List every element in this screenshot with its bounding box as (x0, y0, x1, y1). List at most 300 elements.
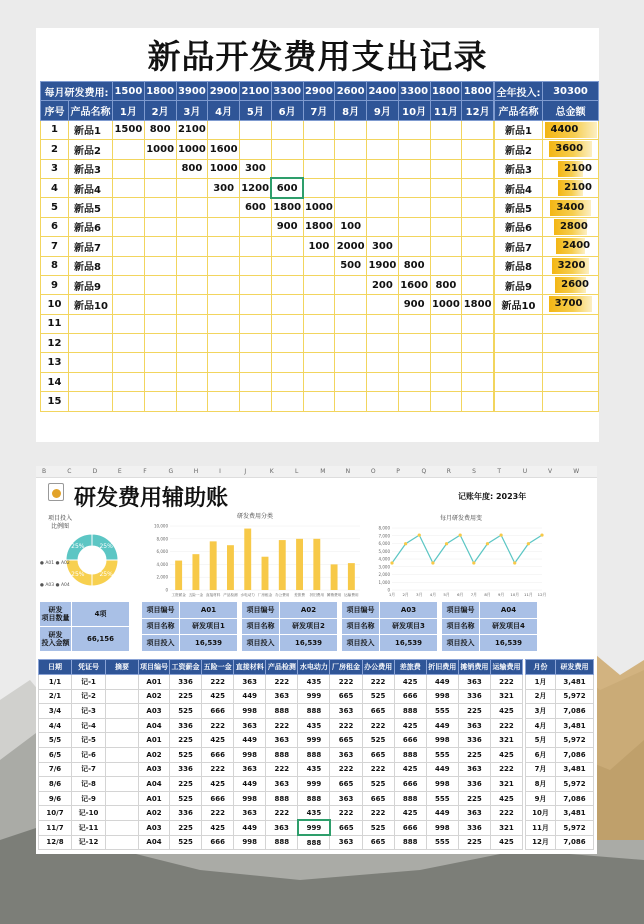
ledger-cell: 363 (266, 820, 298, 835)
monthly-summary-table (525, 659, 594, 850)
row-product (69, 334, 113, 353)
total-row (495, 256, 599, 275)
line-ytick: 5,000 (378, 548, 390, 554)
monthly-cost-6: 3300 (271, 82, 303, 101)
cost-cell (240, 256, 272, 275)
ledger-cell: A01 (139, 733, 170, 748)
month-header-11: 11月 (430, 101, 462, 120)
cost-cell (176, 178, 208, 197)
project-field-label: 项目投入 (242, 635, 280, 652)
ledger-cell (106, 704, 139, 719)
ledger-cell (106, 820, 139, 835)
cost-cell (144, 353, 176, 372)
ledger-cell: 2/1 (39, 689, 72, 704)
ledger-cell: 525 (362, 777, 394, 792)
month-summary-row (526, 791, 594, 806)
ledger-cell: 525 (170, 835, 202, 850)
empty-cell (543, 392, 599, 411)
cost-cell (367, 198, 399, 217)
project-field-label: 项目名称 (342, 618, 380, 635)
total-name-header: 产品名称 (495, 101, 543, 120)
bar-产品检测 (227, 545, 234, 590)
ledger-cell: 222 (202, 762, 234, 777)
ledger-cell: 998 (234, 704, 266, 719)
column-letter: R (446, 468, 451, 475)
table-row (41, 140, 494, 159)
ledger-cell: 363 (330, 704, 362, 719)
cost-cell (303, 159, 335, 178)
cost-cell (113, 237, 145, 256)
month-summary-row (526, 820, 594, 835)
month-header-6: 6月 (271, 101, 303, 120)
ledger-cell: A02 (139, 747, 170, 762)
total-row (495, 178, 599, 197)
column-letter: M (320, 468, 326, 475)
cost-cell (176, 217, 208, 236)
table-row (41, 159, 494, 178)
pie-pct-label: 25% (99, 542, 113, 550)
ledger-cell: 888 (298, 704, 330, 719)
ledger-cell: 998 (234, 835, 266, 850)
ledger-row (39, 675, 523, 690)
column-letter: U (522, 468, 528, 475)
total-amount-cell (543, 120, 599, 139)
ledger-cell: 225 (458, 791, 490, 806)
project-field-value: A04 (480, 602, 538, 619)
month-summary-cell: 10月 (526, 806, 556, 821)
cost-cell (144, 372, 176, 391)
total-product: 新品6 (495, 217, 543, 236)
cost-cell (271, 140, 303, 159)
column-letter: G (168, 468, 174, 475)
total-product: 新品8 (495, 256, 543, 275)
ledger-cell: A04 (139, 718, 170, 733)
cost-cell (430, 120, 462, 139)
ledger-cell: 525 (170, 747, 202, 762)
ledger-cell: 998 (234, 791, 266, 806)
ledger-cell: 321 (490, 689, 522, 704)
ledger-cell: 555 (426, 835, 458, 850)
ledger-cell: A03 (139, 704, 170, 719)
total-row (495, 275, 599, 294)
line-point (499, 533, 502, 536)
ledger-cell: 666 (394, 689, 426, 704)
cost-cell (240, 314, 272, 333)
ledger-cell: 222 (330, 762, 362, 777)
row-seq: 12 (41, 334, 69, 353)
cost-cell (303, 372, 335, 391)
row-product: 新品10 (69, 295, 113, 314)
bar-五险一金 (192, 554, 199, 590)
month-summary-cell: 7,086 (556, 747, 594, 762)
ledger-cell: A01 (139, 791, 170, 806)
cost-cell (462, 198, 494, 217)
bar-水电动力 (244, 529, 251, 590)
empty-cell (495, 353, 543, 372)
cost-cell (240, 275, 272, 294)
line-chart-title: 每月研发费用变 (439, 515, 483, 522)
cost-cell (271, 334, 303, 353)
cost-cell (367, 159, 399, 178)
column-letter: S (472, 468, 476, 475)
bar-xlabel: 水电动力 (240, 593, 255, 597)
line-point (418, 533, 421, 536)
annual-total-table (494, 81, 599, 412)
ledger-cell: 363 (234, 718, 266, 733)
cost-cell (367, 314, 399, 333)
ledger-cell: 8/6 (39, 777, 72, 792)
cost-cell: 1800 (271, 198, 303, 217)
table-row (41, 275, 494, 294)
month-summary-cell: 3,481 (556, 718, 594, 733)
line-xlabel: 11月 (524, 592, 533, 597)
cost-cell (430, 237, 462, 256)
cost-cell: 500 (335, 256, 367, 275)
cost-cell (240, 140, 272, 159)
ledger-cell: 222 (266, 675, 298, 690)
ledger-cell: 记-9 (72, 791, 106, 806)
ledger-cell: 425 (202, 689, 234, 704)
ledger-cell: 363 (458, 718, 490, 733)
total-amount-bar: 3600 (549, 141, 592, 157)
month-summary-cell: 6月 (526, 747, 556, 762)
ledger-row (39, 718, 523, 733)
cost-cell (430, 256, 462, 275)
cost-cell (335, 392, 367, 411)
monthly-cost-3: 3900 (176, 82, 208, 101)
line-xlabel: 6月 (457, 592, 464, 597)
cost-cell (462, 256, 494, 275)
ledger-row (39, 704, 523, 719)
cost-cell (271, 392, 303, 411)
bar-ytick: 6,000 (156, 549, 168, 555)
cost-cell: 1500 (113, 120, 145, 139)
pie-pct-label: 25% (71, 571, 85, 579)
month-header-8: 8月 (335, 101, 367, 120)
ledger-header: 折旧费用 (426, 660, 458, 675)
year-total: 30300 (543, 82, 599, 101)
cost-cell (208, 314, 240, 333)
project-field-value: 研发项目1 (180, 618, 238, 635)
row-seq: 5 (41, 198, 69, 217)
ledger-cell: 666 (394, 733, 426, 748)
total-amount-cell (543, 217, 599, 236)
project-count: 4项 (72, 602, 130, 627)
ledger-cell: 449 (426, 762, 458, 777)
ledger-cell: 225 (170, 777, 202, 792)
ledger-cell: 425 (394, 675, 426, 690)
ledger-cell: 4/4 (39, 718, 72, 733)
cost-cell[interactable]: 600 (271, 178, 303, 197)
column-letter: V (548, 468, 553, 475)
ledger-cell: 321 (490, 777, 522, 792)
row-product: 新品2 (69, 140, 113, 159)
ledger-cell: 222 (330, 675, 362, 690)
row-seq: 8 (41, 256, 69, 275)
ledger-cell: 1/1 (39, 675, 72, 690)
total-row (495, 217, 599, 236)
cost-cell: 200 (367, 275, 399, 294)
total-row (495, 198, 599, 217)
month-summary-header: 研发费用 (556, 660, 594, 675)
row-product (69, 392, 113, 411)
ledger-cell[interactable]: 999 (298, 820, 330, 835)
ledger-cell: 363 (330, 791, 362, 806)
cost-cell (367, 334, 399, 353)
bar-ytick: 2,000 (156, 574, 168, 580)
ledger-cell: 665 (362, 835, 394, 850)
bar-xlabel: 工资薪金 (171, 593, 186, 597)
project-pie-chart (38, 530, 136, 594)
ledger-cell: 999 (298, 733, 330, 748)
total-amount-cell (543, 275, 599, 294)
cost-cell (144, 314, 176, 333)
month-summary-row (526, 718, 594, 733)
table-row (41, 372, 494, 391)
cost-cell (335, 198, 367, 217)
ledger-cell: 666 (202, 747, 234, 762)
cost-cell (430, 198, 462, 217)
total-row (495, 140, 599, 159)
total-row (495, 237, 599, 256)
bar-ytick: 10,000 (154, 523, 168, 529)
cost-cell: 100 (303, 237, 335, 256)
line-xlabel: 8月 (484, 592, 491, 597)
cost-cell (208, 237, 240, 256)
total-row (495, 120, 599, 139)
table-row (41, 237, 494, 256)
total-amount-cell (543, 295, 599, 314)
row-seq: 4 (41, 178, 69, 197)
cost-cell (271, 237, 303, 256)
ledger-cell: 449 (426, 675, 458, 690)
line-xlabel: 3月 (416, 592, 423, 597)
ledger-cell: 666 (202, 835, 234, 850)
ledger-cell: 666 (202, 791, 234, 806)
total-amount-bar: 3700 (549, 296, 593, 312)
project-field-value: 16,539 (480, 635, 538, 652)
cost-cell (462, 178, 494, 197)
ledger-cell: A02 (139, 806, 170, 821)
project-card-4 (440, 600, 538, 652)
project-field-label: 项目名称 (242, 618, 280, 635)
cost-cell: 1600 (208, 140, 240, 159)
cost-cell: 1000 (176, 140, 208, 159)
empty-cell (495, 334, 543, 353)
ledger-cell: 888 (298, 747, 330, 762)
monthly-cost-10: 3300 (398, 82, 430, 101)
ledger-cell: 222 (362, 718, 394, 733)
ledger-cell: 665 (330, 820, 362, 835)
column-letter: J (244, 468, 247, 475)
cost-cell (398, 217, 430, 236)
bar-xlabel: 摊销费用 (326, 593, 342, 597)
ledger-cell (106, 835, 139, 850)
total-amount-bar: 2100 (558, 180, 583, 196)
line-point (472, 561, 475, 564)
line-xlabel: 1月 (388, 592, 396, 597)
month-summary-cell: 11月 (526, 820, 556, 835)
bar-ytick: 8,000 (156, 536, 168, 542)
row-product: 新品6 (69, 217, 113, 236)
pie-title: 项目投入 比例图 (47, 515, 72, 530)
cost-cell (303, 334, 335, 353)
ledger-cell (106, 675, 139, 690)
cost-cell (271, 314, 303, 333)
ledger-cell: 记-5 (72, 733, 106, 748)
cost-cell (303, 120, 335, 139)
cost-cell (176, 256, 208, 275)
ledger-cell: 222 (266, 806, 298, 821)
cost-cell (335, 334, 367, 353)
cost-cell (208, 334, 240, 353)
line-point (390, 561, 393, 564)
cost-cell (240, 120, 272, 139)
column-letter: O (370, 468, 376, 475)
project-field-label: 项目投入 (142, 635, 180, 652)
table-row (41, 217, 494, 236)
ledger-cell: 888 (266, 835, 298, 850)
line-xlabel: 4月 (429, 592, 437, 597)
empty-cell (495, 372, 543, 391)
row-seq: 2 (41, 140, 69, 159)
cost-cell (240, 217, 272, 236)
ledger-cell: 记-4 (72, 718, 106, 733)
cost-cell (462, 159, 494, 178)
cost-cell (462, 217, 494, 236)
cost-cell (208, 392, 240, 411)
ledger-header: 直接材料 (234, 660, 266, 675)
table-row (41, 353, 494, 372)
cost-cell (113, 392, 145, 411)
bar-直接材料 (210, 541, 217, 590)
cost-cell (335, 178, 367, 197)
sheet2-title: 研发费用辅助账 (74, 486, 229, 511)
cost-cell: 900 (271, 217, 303, 236)
ledger-cell: 449 (234, 733, 266, 748)
ledger-cell: 525 (362, 820, 394, 835)
row-seq: 10 (41, 295, 69, 314)
cost-cell (303, 275, 335, 294)
total-amount-header: 总金额 (543, 101, 599, 120)
ledger-cell: 525 (362, 733, 394, 748)
line-point (459, 533, 462, 536)
investment-amount: 66,156 (72, 627, 130, 652)
row-product: 新品4 (69, 178, 113, 197)
cost-cell (113, 314, 145, 333)
ledger-row (39, 689, 523, 704)
cost-cell: 800 (176, 159, 208, 178)
total-amount-cell (543, 159, 599, 178)
ledger-cell: 336 (458, 820, 490, 835)
cost-cell (208, 217, 240, 236)
cost-cell: 900 (398, 295, 430, 314)
cost-cell (144, 256, 176, 275)
ledger-cell: 999 (298, 689, 330, 704)
ledger-cell: 666 (394, 777, 426, 792)
row-seq: 11 (41, 314, 69, 333)
row-seq: 9 (41, 275, 69, 294)
bar-差旅费 (296, 539, 303, 590)
cost-cell (398, 314, 430, 333)
ledger-cell: 222 (266, 718, 298, 733)
month-summary-cell: 3,481 (556, 675, 594, 690)
project-field-value: 研发项目3 (380, 618, 438, 635)
cost-cell: 1000 (430, 295, 462, 314)
bar-ytick: 4,000 (156, 561, 168, 567)
month-header-1: 1月 (113, 101, 145, 120)
cost-cell (462, 314, 494, 333)
total-amount-cell (543, 178, 599, 197)
cost-cell: 1600 (398, 275, 430, 294)
column-header-strip (36, 466, 597, 478)
ledger-cell: A04 (139, 777, 170, 792)
empty-cell (543, 334, 599, 353)
cost-cell: 1800 (462, 295, 494, 314)
header-product: 产品名称 (69, 101, 113, 120)
project-field-label: 项目名称 (442, 618, 480, 635)
row-product: 新品8 (69, 256, 113, 275)
month-summary-row (526, 762, 594, 777)
cost-cell (398, 237, 430, 256)
monthly-cost-1: 1500 (113, 82, 145, 101)
cost-cell (271, 353, 303, 372)
cost-cell (462, 353, 494, 372)
total-product: 新品9 (495, 275, 543, 294)
cost-cell (240, 295, 272, 314)
bar-xlabel: 厂房租金 (257, 593, 273, 597)
cost-cell (430, 140, 462, 159)
ledger-cell: 666 (202, 704, 234, 719)
line-xlabel: 2月 (402, 592, 409, 597)
total-product: 新品5 (495, 198, 543, 217)
project-field-label: 项目投入 (342, 635, 380, 652)
month-summary-cell: 5,972 (556, 733, 594, 748)
ledger-cell: 998 (426, 820, 458, 835)
ledger-cell: 449 (426, 718, 458, 733)
bar-办公费用 (279, 540, 286, 590)
cost-cell: 2100 (176, 120, 208, 139)
month-summary-cell: 12月 (526, 835, 556, 850)
month-summary-cell: 7,086 (556, 835, 594, 850)
month-header-12: 12月 (462, 101, 494, 120)
monthly-cost-8: 2600 (335, 82, 367, 101)
ledger-cell: 336 (170, 806, 202, 821)
cost-cell (113, 217, 145, 236)
total-amount-bar: 2600 (555, 277, 586, 293)
logo-icon (48, 483, 64, 501)
cost-cell (430, 178, 462, 197)
row-product: 新品1 (69, 120, 113, 139)
ledger-cell: A03 (139, 820, 170, 835)
month-summary-cell: 3,481 (556, 806, 594, 821)
ledger-cell (106, 689, 139, 704)
ledger-row (39, 820, 523, 835)
cost-cell (398, 140, 430, 159)
ledger-cell (106, 777, 139, 792)
cost-cell (113, 295, 145, 314)
cost-cell (367, 353, 399, 372)
empty-cell (495, 392, 543, 411)
ledger-cell (106, 791, 139, 806)
ledger-cell: 225 (170, 820, 202, 835)
ledger-cell: 435 (298, 718, 330, 733)
cost-cell (303, 353, 335, 372)
line-xlabel: 10月 (510, 592, 520, 597)
line-ytick: 3,000 (378, 564, 390, 570)
cost-cell: 2000 (335, 237, 367, 256)
cost-cell (176, 237, 208, 256)
